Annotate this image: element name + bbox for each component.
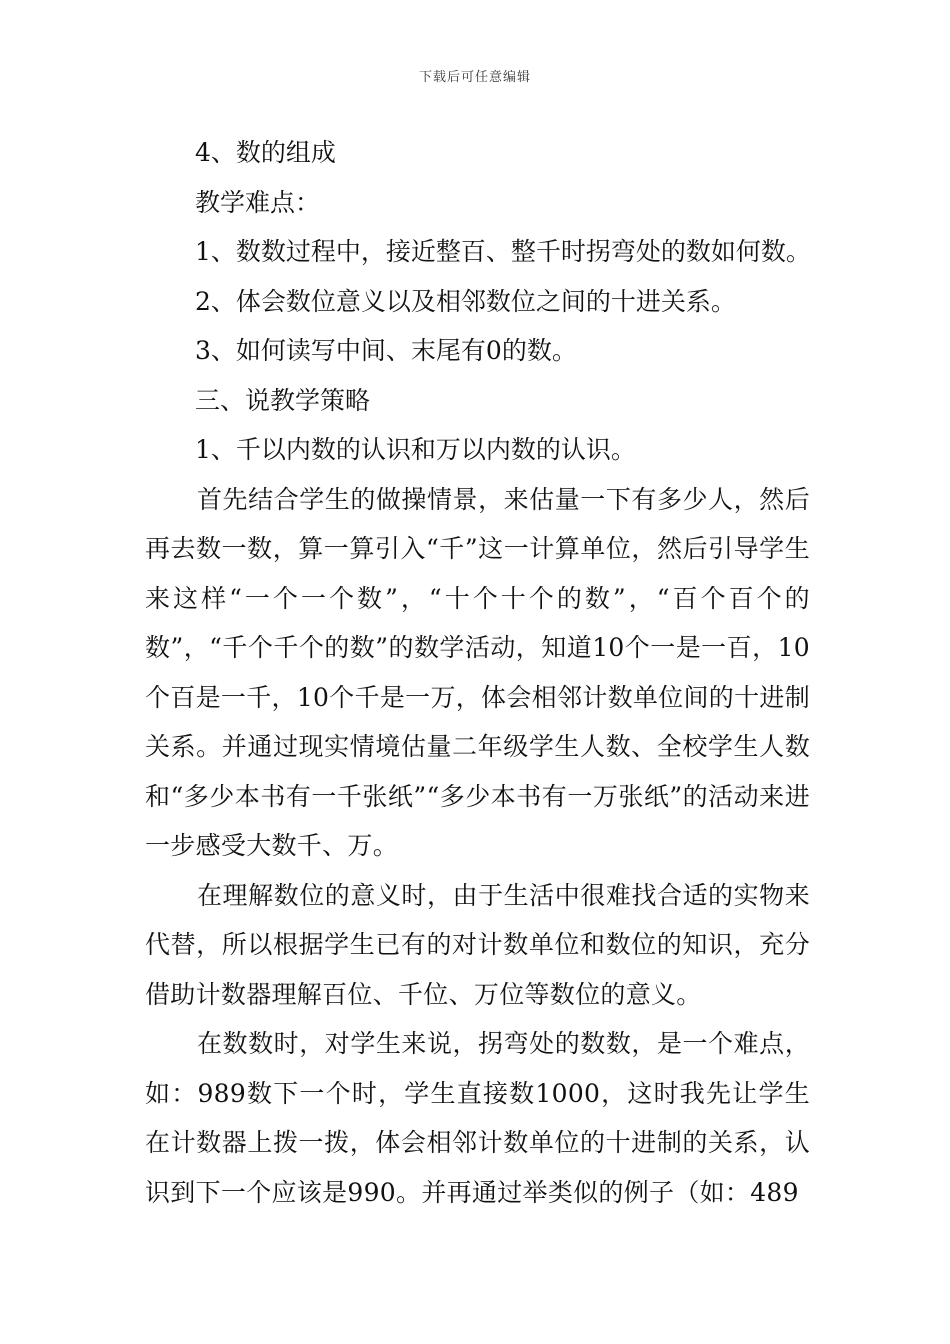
document-body (145, 128, 810, 1217)
paragraph: 首先结合学生的做操情景，来估量一下有多少人，然后再去数一数，算一算引入“千”这一计算单位，然后引导学生来这样“一个一个数”，“十个十个的数”，“百个百个的数”，“千个千个的数”的数学活动，知道10个一是一百，10个百是一千，10个千是一万，体会相邻计数单位间的十进制关系。并通过现实情境估量二年级学生人数、全校学生人数和“多少本书有一千张纸”“多少本书有一万张纸”的活动来进一步感受大数千、万。 (145, 484, 810, 860)
paragraph: 在数数时，对学生来说，拐弯处的数数，是一个难点，如：989数下一个时，学生直接数1000，这时我先让学生在计数器上拨一拨，体会相邻计数单位的十进制的关系，认识到下一个应该是990。并再通过举类似的例子（如：489 (145, 1029, 810, 1207)
section-heading: 三、说教学策略 (195, 385, 371, 415)
page-header: 下载后可任意编辑 (418, 70, 531, 85)
paragraph: 在理解数位的意义时，由于生活中很难找合适的实物来代替，所以根据学生已有的对计数单位和数位的知识，充分借助计数器理解百位、千位、万位等数位的意义。 (145, 880, 810, 1009)
list-item: 1、数数过程中，接近整百、整千时拐弯处的数如何数。 (195, 237, 811, 266)
list-item: 1、千以内数的认识和万以内数的认识。 (195, 435, 636, 464)
list-item: 3、如何读写中间、末尾有0的数。 (195, 336, 577, 365)
list-item: 2、体会数位意义以及相邻数位之间的十进关系。 (195, 286, 736, 316)
section-heading: 教学难点： (195, 187, 321, 217)
list-item: 4、数的组成 (195, 138, 336, 167)
